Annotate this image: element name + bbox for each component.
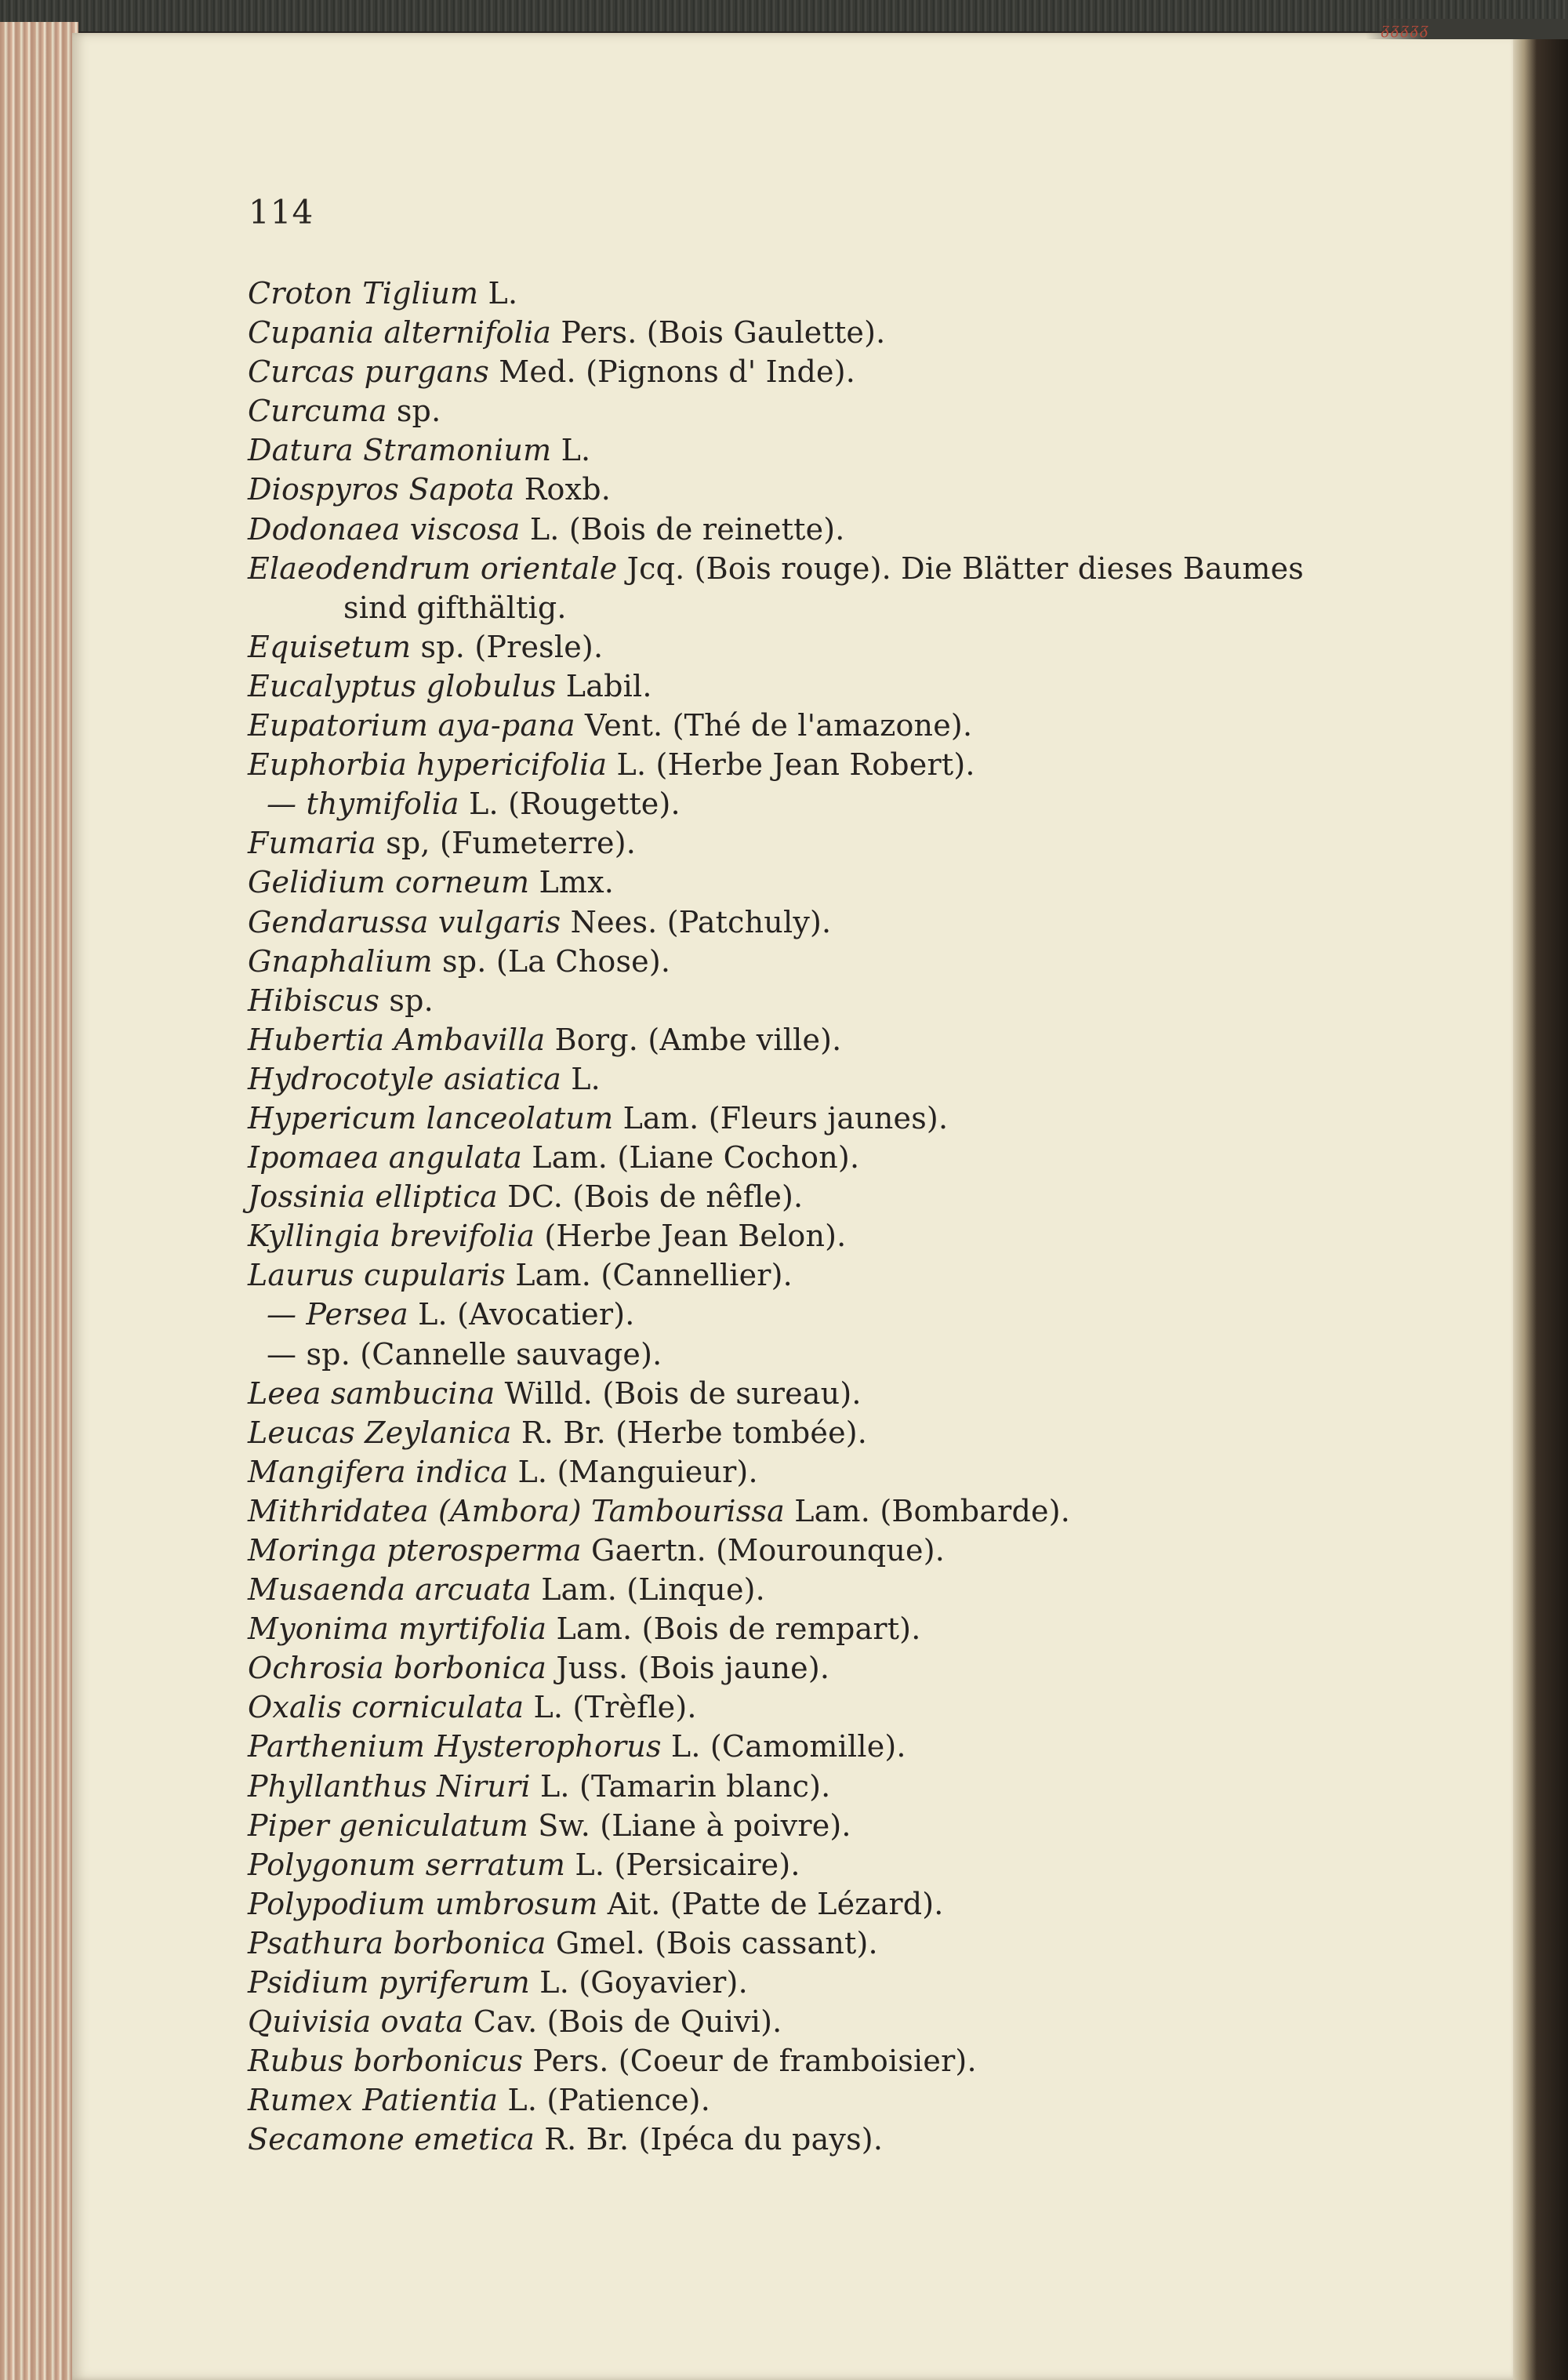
species-entry — [248, 784, 1502, 823]
entry-detail: Sw. (Liane à poivre). — [528, 1808, 851, 1843]
entry-detail: sp. (La Chose). — [432, 943, 671, 979]
species-entry — [248, 391, 1502, 431]
latin-name: Rumex Patientia — [248, 2083, 499, 2118]
latin-name: Hubertia Ambavilla — [248, 1022, 546, 1057]
species-entry — [248, 2041, 1502, 2080]
entry-detail: Cav. (Bois de Quivi). — [463, 2004, 782, 2040]
latin-name: Eupatorium aya-pana — [248, 708, 575, 743]
species-entry — [248, 510, 1502, 549]
species-entry — [248, 1570, 1502, 1609]
latin-name: Jossinia elliptica — [248, 1179, 498, 1215]
species-entry — [248, 549, 1502, 588]
entry-detail: L. (Bois de reinette). — [520, 511, 845, 547]
latin-name: Ochrosia borbonica — [248, 1651, 547, 1686]
species-entry — [248, 1255, 1502, 1295]
entry-continuation-line — [248, 588, 1502, 627]
entry-detail: Roxb. — [514, 472, 612, 507]
entry-detail: R. Br. (Herbe tombée). — [511, 1415, 868, 1450]
species-entry — [248, 1727, 1502, 1766]
entry-detail: sp. — [387, 394, 441, 429]
entry-detail: Juss. (Bois jaune). — [546, 1651, 830, 1686]
species-entry — [248, 1648, 1502, 1688]
species-entry — [248, 745, 1502, 784]
latin-name: Cupania alternifolia — [248, 315, 552, 351]
species-entry — [248, 470, 1502, 509]
entry-detail: Lam. (Bois de rempart). — [546, 1611, 921, 1647]
latin-name: Diospyros Sapota — [248, 472, 515, 507]
entry-detail: Ait. (Patte de Lézard). — [597, 1886, 944, 1921]
entry-detail: L. (Goyavier). — [530, 1965, 748, 2000]
latin-name: Mangifera indica — [248, 1454, 509, 1489]
species-entry — [248, 274, 1502, 313]
entry-detail: L. (Tamarin blanc). — [530, 1768, 831, 1804]
latin-name: Gendarussa vulgaris — [248, 904, 561, 939]
latin-name: Fumaria — [248, 826, 376, 861]
species-entry — [248, 981, 1502, 1020]
species-entry — [248, 1413, 1502, 1452]
entry-detail: DC. (Bois de nêfle). — [497, 1179, 804, 1215]
latin-name: Euphorbia hypericifolia — [248, 747, 608, 783]
entry-detail: sp. (Presle). — [411, 629, 604, 664]
latin-name: Piper geniculatum — [248, 1808, 528, 1843]
entry-detail: Lam. (Linque). — [531, 1572, 765, 1608]
entry-detail: — sp. (Cannelle sauvage). — [267, 1336, 662, 1372]
entry-detail: L. — [561, 1061, 601, 1096]
species-entry — [248, 1099, 1502, 1138]
entry-detail: R. Br. (Ipéca du pays). — [534, 2122, 884, 2157]
corner-ornament: ᵹᵹᵹᵹᵹ — [1366, 19, 1568, 39]
latin-name: Quivisia ovata — [248, 2004, 464, 2040]
entry-detail: Lam. (Liane Cochon). — [522, 1140, 860, 1175]
latin-name: Ipomaea angulata — [248, 1140, 522, 1175]
species-entry — [248, 1374, 1502, 1413]
book-gutter — [1513, 28, 1568, 2380]
latin-name: Croton Tiglium — [248, 276, 479, 311]
entry-detail: Pers. (Bois Gaulette). — [551, 315, 886, 351]
latin-name: Rubus borbonicus — [248, 2044, 524, 2079]
species-entry — [248, 942, 1502, 981]
species-entry — [248, 1177, 1502, 1216]
latin-name: Leea sambucina — [248, 1375, 495, 1411]
entry-detail: sp. — [379, 983, 434, 1018]
latin-name: Gnaphalium — [248, 943, 433, 979]
entry-detail: Lmx. — [529, 865, 615, 900]
entry-detail: Med. (Pignons d' Inde). — [488, 354, 856, 390]
entry-detail: Lam. (Cannellier). — [505, 1258, 793, 1293]
entry-detail: L. (Persicaire). — [565, 1847, 800, 1882]
latin-name: Leucas Zeylanica — [248, 1415, 512, 1450]
latin-name: — Persea — [267, 1297, 408, 1332]
latin-name: Secamone emetica — [248, 2122, 535, 2157]
species-entry — [248, 2080, 1502, 2120]
entry-detail: Jcq. (Bois rouge). Die Blätter dieses Baumes — [617, 550, 1304, 586]
entry-detail: L. (Avocatier). — [408, 1297, 635, 1332]
entry-detail: L. — [478, 276, 518, 311]
species-entry — [248, 1767, 1502, 1806]
species-entry — [248, 1806, 1502, 1845]
latin-name: Hibiscus — [248, 983, 380, 1018]
entry-detail: Nees. (Patchuly). — [561, 904, 832, 939]
species-entry — [248, 1531, 1502, 1570]
species-list — [248, 274, 1502, 2160]
species-entry — [248, 1335, 1502, 1374]
latin-name: Psathura borbonica — [248, 1925, 546, 1960]
latin-name: Gelidium corneum — [248, 865, 530, 900]
latin-name: Hypericum lanceolatum — [248, 1100, 614, 1135]
entry-detail: Willd. (Bois de sureau). — [495, 1375, 862, 1411]
entry-detail: Gaertn. (Mourounque). — [581, 1533, 946, 1568]
species-entry — [248, 1020, 1502, 1059]
entry-detail: Lam. (Bombarde). — [784, 1493, 1071, 1528]
latin-name: Equisetum — [248, 629, 412, 664]
entry-detail: L. (Herbe Jean Robert). — [607, 747, 975, 783]
species-entry — [248, 863, 1502, 902]
latin-name: Kyllingia brevifolia — [248, 1219, 535, 1254]
latin-name: Polygonum serratum — [248, 1847, 566, 1882]
species-entry — [248, 1884, 1502, 1924]
species-entry — [248, 823, 1502, 863]
latin-name: Parthenium Hysterophorus — [248, 1729, 662, 1764]
latin-name: Datura Stramonium — [248, 433, 552, 468]
latin-name: Hydrocotyle asiatica — [248, 1061, 561, 1096]
species-entry — [248, 352, 1502, 391]
entry-detail: sp, (Fumeterre). — [376, 826, 637, 861]
entry-detail: Gmel. (Bois cassant). — [546, 1925, 878, 1960]
page-number: 114 — [249, 193, 314, 231]
species-entry — [248, 1059, 1502, 1099]
species-entry — [248, 1492, 1502, 1531]
latin-name: Laurus cupularis — [248, 1258, 506, 1293]
species-entry — [248, 2002, 1502, 2041]
species-entry — [248, 627, 1502, 667]
species-entry — [248, 1963, 1502, 2002]
species-entry — [248, 1609, 1502, 1648]
species-entry — [248, 1216, 1502, 1255]
latin-name: — thymifolia — [267, 787, 459, 822]
latin-name: Mithridatea (Ambora) Tambourissa — [248, 1493, 785, 1528]
latin-name: Oxalis corniculata — [248, 1690, 524, 1725]
entry-detail: L. (Manguieur). — [508, 1454, 758, 1489]
latin-name: Musaenda arcuata — [248, 1572, 532, 1608]
latin-name: Curcas purgans — [248, 354, 489, 390]
species-entry — [248, 1138, 1502, 1177]
entry-detail: L. (Camomille). — [661, 1729, 906, 1764]
entry-detail: L. (Patience). — [498, 2083, 710, 2118]
latin-name: Myonima myrtifolia — [248, 1611, 547, 1647]
entry-detail: Borg. (Ambe ville). — [545, 1022, 842, 1057]
species-entry — [248, 1845, 1502, 1884]
entry-detail: (Herbe Jean Belon). — [535, 1219, 847, 1254]
latin-name: Eucalyptus globulus — [248, 668, 557, 703]
latin-name: Moringa pterosperma — [248, 1533, 582, 1568]
entry-detail: L. (Trèfle). — [524, 1690, 697, 1725]
book-cover-edge — [0, 0, 1568, 31]
page-stack-edges — [0, 22, 78, 2380]
species-entry — [248, 1452, 1502, 1492]
entry-detail: Vent. (Thé de l'amazone). — [575, 708, 973, 743]
latin-name: Polypodium umbrosum — [248, 1886, 598, 1921]
species-entry — [248, 706, 1502, 745]
species-entry — [248, 1688, 1502, 1727]
entry-detail: Labil. — [556, 668, 652, 703]
species-entry — [248, 1924, 1502, 1963]
latin-name: Psidium pyriferum — [248, 1965, 531, 2000]
latin-name: Dodonaea viscosa — [248, 511, 521, 547]
species-entry — [248, 313, 1502, 352]
entry-detail: Lam. (Fleurs jaunes). — [613, 1100, 949, 1135]
latin-name: Curcuma — [248, 394, 387, 429]
latin-name: Phyllanthus Niruri — [248, 1768, 531, 1804]
entry-detail: L. — [551, 433, 591, 468]
species-entry — [248, 1295, 1502, 1334]
entry-detail: L. (Rougette). — [459, 787, 681, 822]
entry-detail: Pers. (Coeur de framboisier). — [523, 2044, 977, 2079]
species-entry — [248, 431, 1502, 470]
species-entry — [248, 667, 1502, 706]
species-entry — [248, 903, 1502, 942]
entry-detail: sind gifthältig. — [343, 590, 567, 625]
latin-name: Elaeodendrum orientale — [248, 550, 618, 586]
species-entry — [248, 2120, 1502, 2159]
